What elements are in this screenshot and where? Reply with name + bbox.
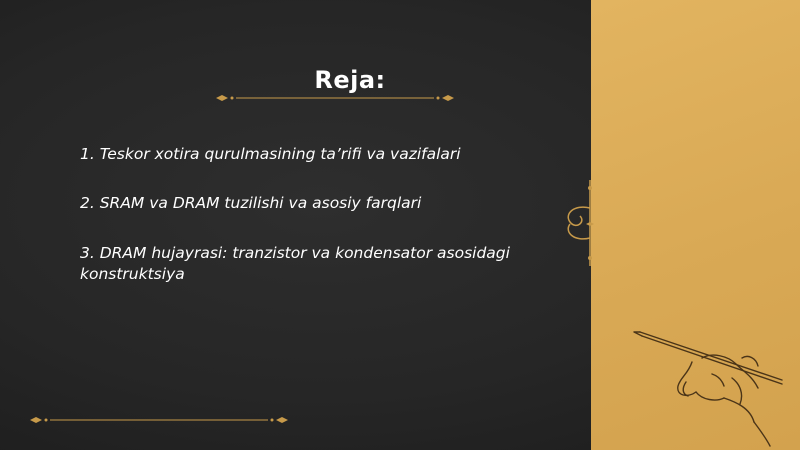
plan-item-3: 3. DRAM hujayrasi: tranzistor va kondensator asosidagi konstruktsiya	[80, 244, 510, 283]
plan-item-2: 2. SRAM va DRAM tuzilishi va asosiy farqlari	[80, 194, 422, 212]
plan-item-1: 1. Teskor xotira qurulmasining ta’rifi va vazifalari	[80, 145, 461, 163]
hand-holding-pen-icon	[632, 318, 792, 448]
flourish-ornament-icon	[556, 178, 596, 268]
ornamental-rule-icon	[28, 414, 290, 426]
ornamental-rule-icon	[214, 92, 456, 104]
slide-title: Reja:	[314, 66, 386, 94]
